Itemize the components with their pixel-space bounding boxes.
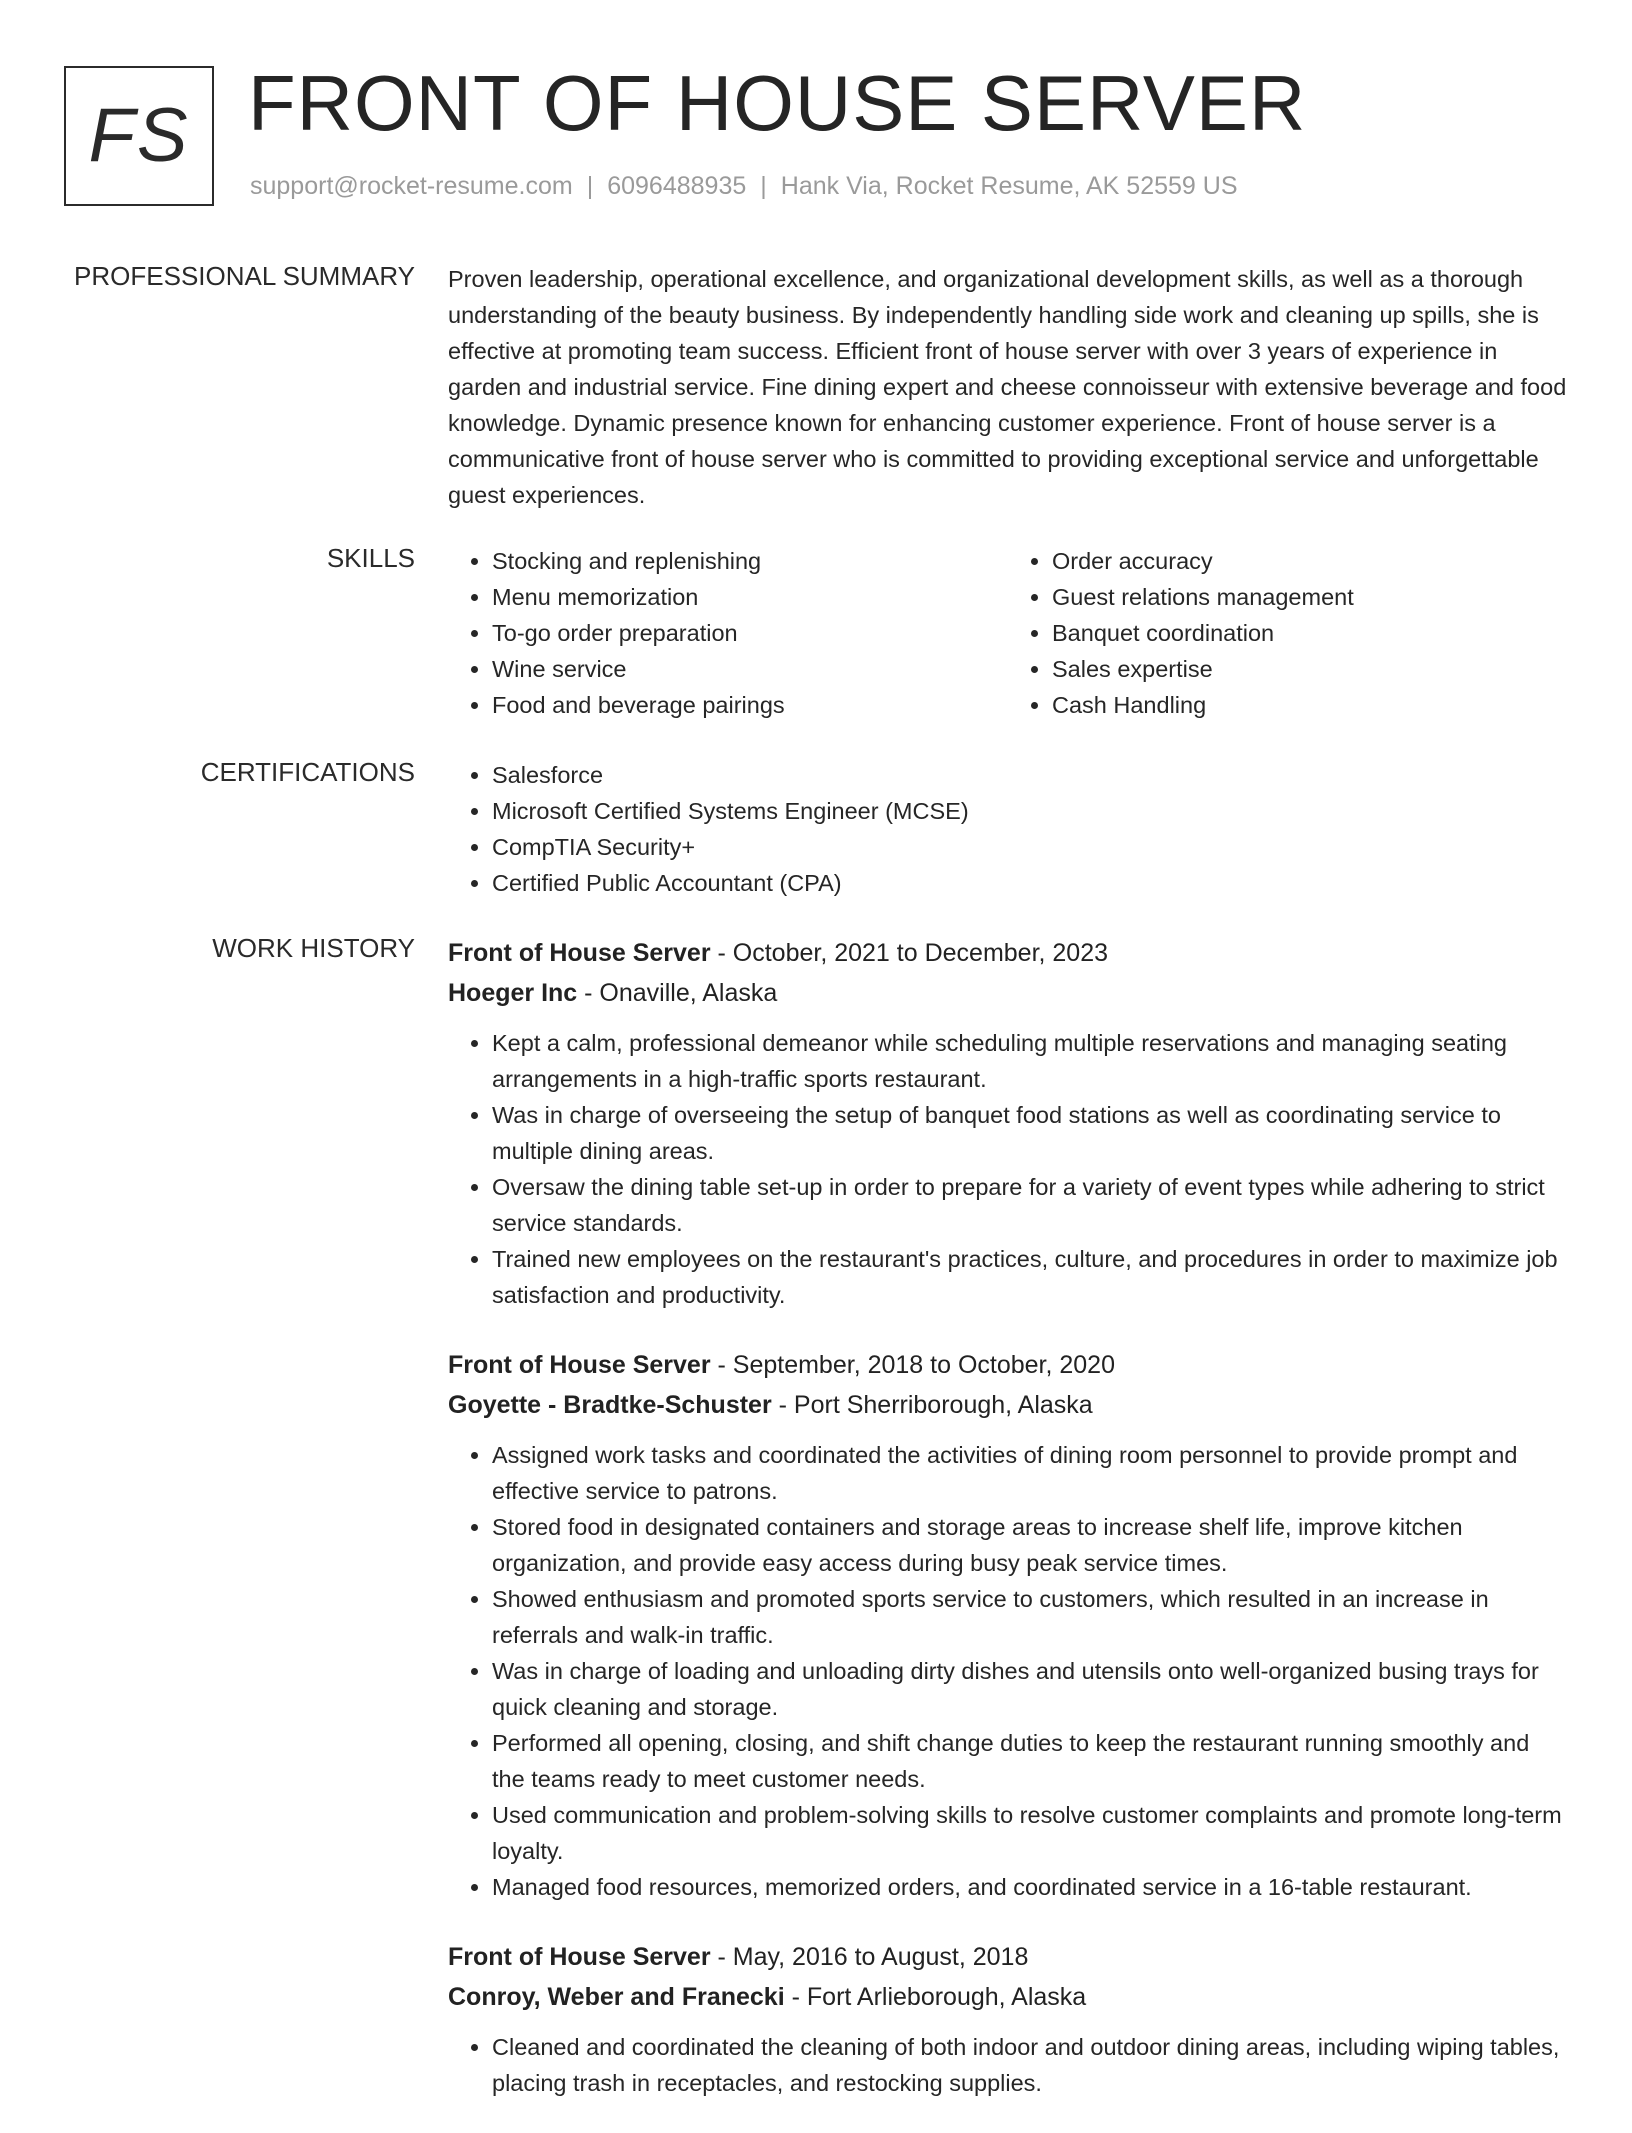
job-bullet: • Trained new employees on the restaurant's practices, culture, and procedures in order to maximize job satisfaction and productivity. — [492, 1241, 1568, 1313]
skill-item: • Stocking and replenishing — [492, 543, 1008, 579]
employer-location: - Port Sherriborough, Alaska — [771, 1391, 1093, 1419]
job-dates: - September, 2018 to October, 2020 — [710, 1351, 1115, 1379]
contact-phone[interactable]: 6096488935 — [607, 172, 747, 200]
monogram-initials: FS — [88, 93, 190, 178]
job-bullet: • Showed enthusiasm and promoted sports service to customers, which resulted in an increase in referrals and walk-in traffic. — [492, 1581, 1568, 1653]
employer-line — [448, 1977, 1568, 2017]
employer-name: Goyette - Bradtke-Schuster — [448, 1391, 772, 1419]
job-dates: - October, 2021 to December, 2023 — [710, 939, 1109, 967]
section-label-work-history: WORK HISTORY — [212, 933, 415, 963]
resume-title: FRONT OF HOUSE SERVER — [248, 59, 1307, 147]
employer-location: - Onaville, Alaska — [577, 979, 778, 1007]
certification-item: • Salesforce — [492, 757, 1568, 793]
certifications-list — [448, 757, 1568, 901]
contact-separator: | — [760, 172, 767, 200]
skills-column-2 — [1008, 543, 1568, 723]
skill-item: • Cash Handling — [1052, 687, 1568, 723]
job-title-line — [448, 1937, 1568, 1977]
certification-item: • Microsoft Certified Systems Engineer (MCSE) — [492, 793, 1568, 829]
skill-item: • Sales expertise — [1052, 651, 1568, 687]
job-title: Front of House Server — [448, 939, 711, 967]
skill-item: • Guest relations management — [1052, 579, 1568, 615]
employer-name: Conroy, Weber and Franecki — [448, 1983, 785, 2011]
skill-item: • To-go order preparation — [492, 615, 1008, 651]
job-bullet: • Managed food resources, memorized orders, and coordinated service in a 16-table restaurant. — [492, 1869, 1568, 1905]
job-bullets — [448, 1437, 1568, 1905]
contact-address: Hank Via, Rocket Resume, AK 52559 US — [780, 172, 1238, 200]
job-title-line — [448, 933, 1568, 973]
skills-body — [448, 543, 1568, 723]
section-label-certifications: CERTIFICATIONS — [200, 757, 415, 787]
skill-item: • Food and beverage pairings — [492, 687, 1008, 723]
job-dates: - May, 2016 to August, 2018 — [710, 1943, 1029, 1971]
skill-item: • Wine service — [492, 651, 1008, 687]
job-entry — [448, 933, 1568, 1313]
job-bullet: • Assigned work tasks and coordinated the activities of dining room personnel to provide prompt and effective service to patrons. — [492, 1437, 1568, 1509]
employer-line — [448, 1385, 1568, 1425]
employer-name: Hoeger Inc — [448, 979, 578, 1007]
skills-column-1 — [448, 543, 1008, 723]
job-title: Front of House Server — [448, 1943, 711, 1971]
section-label-skills: SKILLS — [326, 543, 415, 573]
skill-item: • Order accuracy — [1052, 543, 1568, 579]
job-title: Front of House Server — [448, 1351, 711, 1379]
job-bullet: • Was in charge of overseeing the setup of banquet food stations as well as coordinating service to multiple dining areas. — [492, 1097, 1568, 1169]
employer-location: - Fort Arlieborough, Alaska — [784, 1983, 1087, 2011]
employer-line — [448, 973, 1568, 1013]
job-entry — [448, 1345, 1568, 1905]
job-bullet: • Used communication and problem-solving skills to resolve customer complaints and promote long-term loyalty. — [492, 1797, 1568, 1869]
skill-item: • Menu memorization — [492, 579, 1008, 615]
summary-text: Proven leadership, operational excellence, and organizational development skills, as well as a thorough understanding of the beauty business. By independently handling side work and cleaning up spills, she is effective at promoting team success. Efficient front of house server with over 3 years of experience in garden and industrial service. Fine dining expert and cheese connoisseur with extensive beverage and food knowledge. Dynamic presence known for enhancing customer experience. Front of house server is a communicative front of house server who is committed to providing exceptional service and unforgettable guest experiences. — [448, 266, 1567, 508]
certification-item: • Certified Public Accountant (CPA) — [492, 865, 1568, 901]
job-bullet: • Cleaned and coordinated the cleaning of both indoor and outdoor dining areas, including wiping tables, placing trash in receptacles, and restocking supplies. — [492, 2029, 1568, 2101]
certification-item: • CompTIA Security+ — [492, 829, 1568, 865]
job-bullet: • Stored food in designated containers and storage areas to increase shelf life, improve kitchen organization, and provide easy access during busy peak service times. — [492, 1509, 1568, 1581]
job-entry — [448, 1937, 1568, 2101]
summary-body — [448, 261, 1568, 513]
job-bullets — [448, 2029, 1568, 2101]
job-title-line — [448, 1345, 1568, 1385]
job-bullets — [448, 1025, 1568, 1313]
monogram-box — [64, 66, 214, 206]
job-bullet: • Performed all opening, closing, and shift change duties to keep the restaurant running smoothly and the teams ready to meet customer needs. — [492, 1725, 1568, 1797]
certifications-body — [448, 757, 1568, 901]
contact-line — [250, 172, 1238, 201]
skill-item: • Banquet coordination — [1052, 615, 1568, 651]
contact-separator: | — [586, 172, 594, 200]
job-bullet: • Kept a calm, professional demeanor while scheduling multiple reservations and managing seating arrangements in a high-traffic sports restaurant. — [492, 1025, 1568, 1097]
work-history-body — [448, 933, 1568, 2133]
section-label-summary: PROFESSIONAL SUMMARY — [74, 261, 415, 291]
job-bullet: • Was in charge of loading and unloading dirty dishes and utensils onto well-organized busing trays for quick cleaning and storage. — [492, 1653, 1568, 1725]
job-bullet: • Oversaw the dining table set-up in order to prepare for a variety of event types while adhering to strict service standards. — [492, 1169, 1568, 1241]
contact-email[interactable]: support@rocket-resume.com — [250, 172, 573, 200]
